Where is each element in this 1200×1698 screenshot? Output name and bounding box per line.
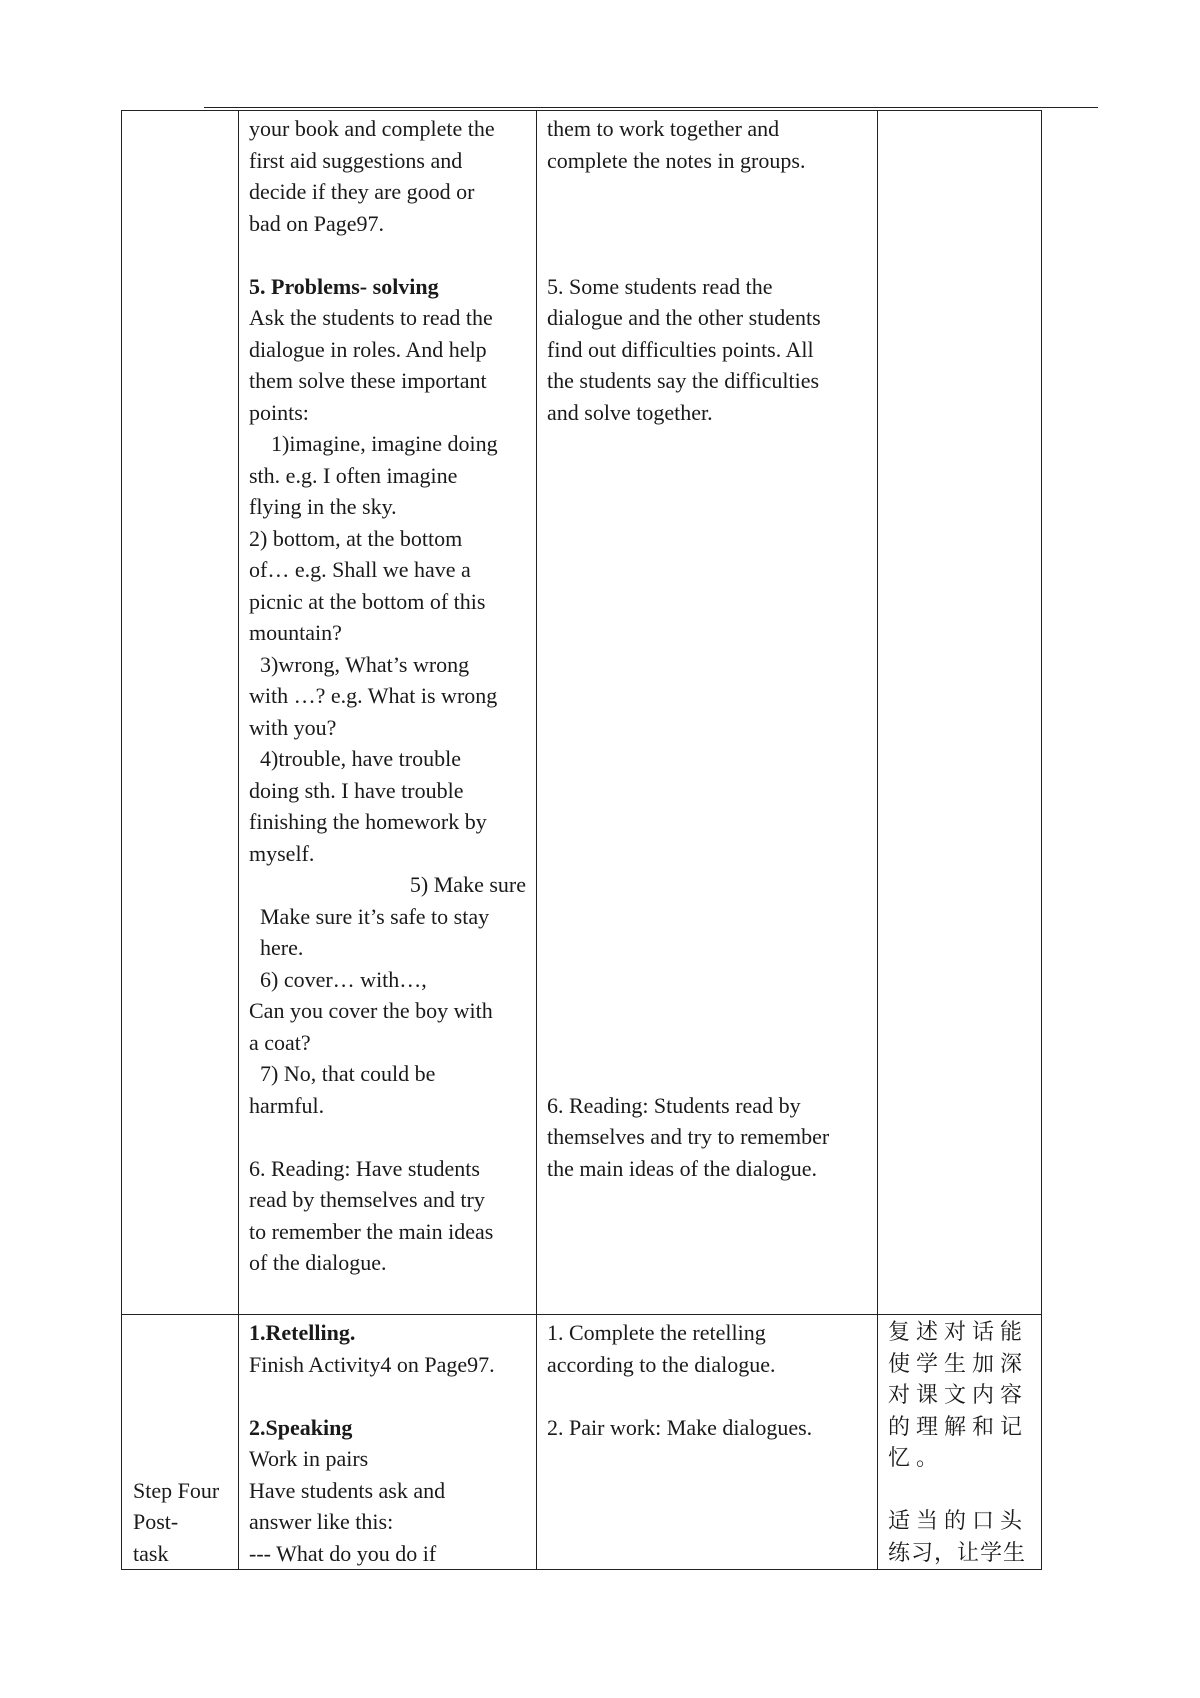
- student-activity-cell: [537, 111, 878, 1315]
- table-row: [122, 1315, 1042, 1570]
- point-4: 4)trouble, have trouble doing sth. I have trouble finishing the homework by myself.: [249, 746, 487, 866]
- step-cell: [122, 1315, 239, 1570]
- problems-intro: Ask the students to read the dialogue in roles. And help them solve these important points:: [249, 305, 493, 425]
- purpose-cell: [878, 1315, 1042, 1570]
- point-2: 2) bottom, at the bottom of… e.g. Shall we have a picnic at the bottom of this mountain?: [249, 525, 486, 645]
- table-row: [122, 111, 1042, 1315]
- student-problems: 5. Some students read the dialogue and the other students find out difficulties points. All the students say the difficulties and solve together.: [547, 273, 821, 425]
- point-3: 3)wrong, What’s wrong with …? e.g. What is wrong with you?: [249, 651, 498, 740]
- student-activity-cell: [537, 1315, 878, 1570]
- student-intro: them to work together and complete the notes in groups.: [547, 116, 806, 173]
- teacher-activity-cell: [239, 111, 537, 1315]
- retelling-body: Finish Activity4 on Page97.: [249, 1351, 495, 1377]
- step-cell: [122, 111, 239, 1315]
- problems-heading: 5. Problems- solving: [249, 273, 439, 299]
- purpose-block-1: 复述对话能 使学生加深 对课文内容 的理解和记 忆。: [888, 1320, 1029, 1471]
- student-retelling: 1. Complete the retelling according to the dialogue.: [547, 1320, 776, 1377]
- header-rule: [204, 107, 1098, 108]
- point-7: 7) No, that could be harmful.: [249, 1061, 436, 1118]
- teacher-intro: your book and complete the first aid suggestions and decide if they are good or bad on Page97.: [249, 116, 495, 236]
- point-6: 6) cover… with…, Can you cover the boy with a coat?: [249, 966, 493, 1055]
- student-reading: 6. Reading: Students read by themselves and try to remember the main ideas of the dialogue.: [547, 1092, 830, 1181]
- point-1: 1)imagine, imagine doing sth. e.g. I often imagine flying in the sky.: [249, 431, 498, 519]
- retelling-heading: 1.Retelling.: [249, 1320, 356, 1345]
- step-label: Step Four Post- task: [133, 1477, 220, 1566]
- speaking-heading: 2.Speaking: [249, 1414, 353, 1440]
- point-5: 5) Make sure Make sure it’s safe to stay here.: [260, 872, 526, 960]
- purpose-cell: [878, 111, 1042, 1315]
- student-pairwork: 2. Pair work: Make dialogues.: [547, 1414, 813, 1440]
- speaking-body: Work in pairs Have students ask and answer like this: --- What do you do if: [249, 1446, 446, 1566]
- teacher-reading: 6. Reading: Have students read by themselves and try to remember the main ideas of the dialogue.: [249, 1155, 494, 1275]
- teacher-activity-cell: [239, 1315, 537, 1570]
- lesson-plan-table: [121, 110, 1042, 1570]
- purpose-block-2: 适当的口头 练习，让学生: [888, 1509, 1029, 1566]
